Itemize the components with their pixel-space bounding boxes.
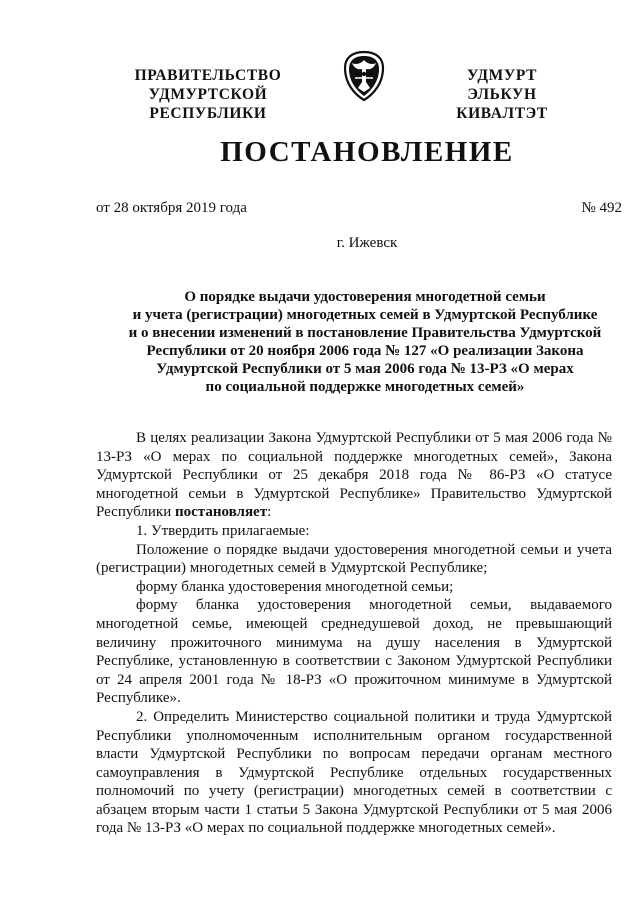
preamble-end: :	[267, 504, 272, 521]
subject-line: и о внесении изменений в постановление Правительства Удмуртской	[128, 325, 602, 341]
issuer-line-1: ПРАВИТЕЛЬСТВО	[134, 67, 282, 84]
document-number: № 492	[581, 200, 622, 216]
issuer-line-2: УДМУРТСКОЙ РЕСПУБЛИКИ	[148, 86, 268, 122]
subject-line: Удмуртской Республики от 5 мая 2006 года № 13-РЗ «О мерах	[156, 361, 574, 377]
document-type: ПОСТАНОВЛЕНИЕ	[220, 136, 514, 168]
clause-1-item: форму бланка удостоверения многодетной семьи, выдаваемого многодетной семье, имеющей среднедушевой доход, не превышающий величину прожиточного минимума на душу населения в Удмуртской Республике, установленную в соответствии с Законом Удмуртской Республики от 24 апреля 2001 года № 18-РЗ «О прожиточном минимуме в Удмуртской Республике».	[96, 597, 612, 707]
subject-line: Республики от 20 ноября 2006 года № 127 «О реализации Закона	[146, 343, 584, 359]
clause-1-item: форму бланка удостоверения многодетной семьи;	[136, 578, 454, 595]
clause-1-item: Положение о порядке выдачи удостоверения многодетной семьи и учета (регистрации) многодетных семей в Удмуртской Республике;	[96, 541, 612, 577]
subject-line: О порядке выдачи удостоверения многодетной семьи	[184, 289, 546, 305]
clause-1: 1. Утвердить прилагаемые:	[136, 522, 310, 539]
preamble-paragraph	[96, 429, 612, 522]
issuer-udmurt-line-1: УДМУРТ ЭЛЬКУН	[466, 67, 538, 103]
issuer-udmurt-line-2: КИВАЛТЭТ	[456, 105, 548, 122]
coat-of-arms-icon	[342, 50, 386, 102]
preamble-text: В целях реализации Закона Удмуртской Республики от 5 мая 2006 года № 13-РЗ «О мерах по социальной поддержке многодетных семей», Закона Удмуртской Республики от 25 декабря 2018 года № 86-РЗ «О статусе многодетной семьи в Удмуртской Республике» Правительство Удмуртской Республики	[96, 430, 612, 521]
document-subject	[110, 288, 620, 396]
document-city: г. Ижевск	[336, 235, 398, 251]
document-body	[96, 429, 612, 838]
subject-line: по социальной поддержке многодетных семей»	[205, 379, 525, 395]
document-date: от 28 октября 2019 года	[96, 200, 247, 216]
subject-line: и учета (регистрации) многодетных семей в Удмуртской Республике	[132, 307, 598, 323]
resolves-keyword: постановляет	[175, 504, 268, 521]
clause-2: 2. Определить Министерство социальной политики и труда Удмуртской Республики уполномоченным исполнительным органом государственной власти Удмуртской Республики по вопросам передачи органам местного самоуправления в Удмуртской Республике отдельных государственных полномочий по учету (регистрации) многодетных семей в соответствии с абзацем вторым части 1 статьи 5 Закона Удмуртской Республики от 5 мая 2006 года № 13-РЗ «О мерах по социальной поддержке многодетных семей».	[96, 708, 612, 837]
issuer-name-russian	[88, 66, 328, 123]
issuer-name-udmurt	[432, 66, 572, 123]
